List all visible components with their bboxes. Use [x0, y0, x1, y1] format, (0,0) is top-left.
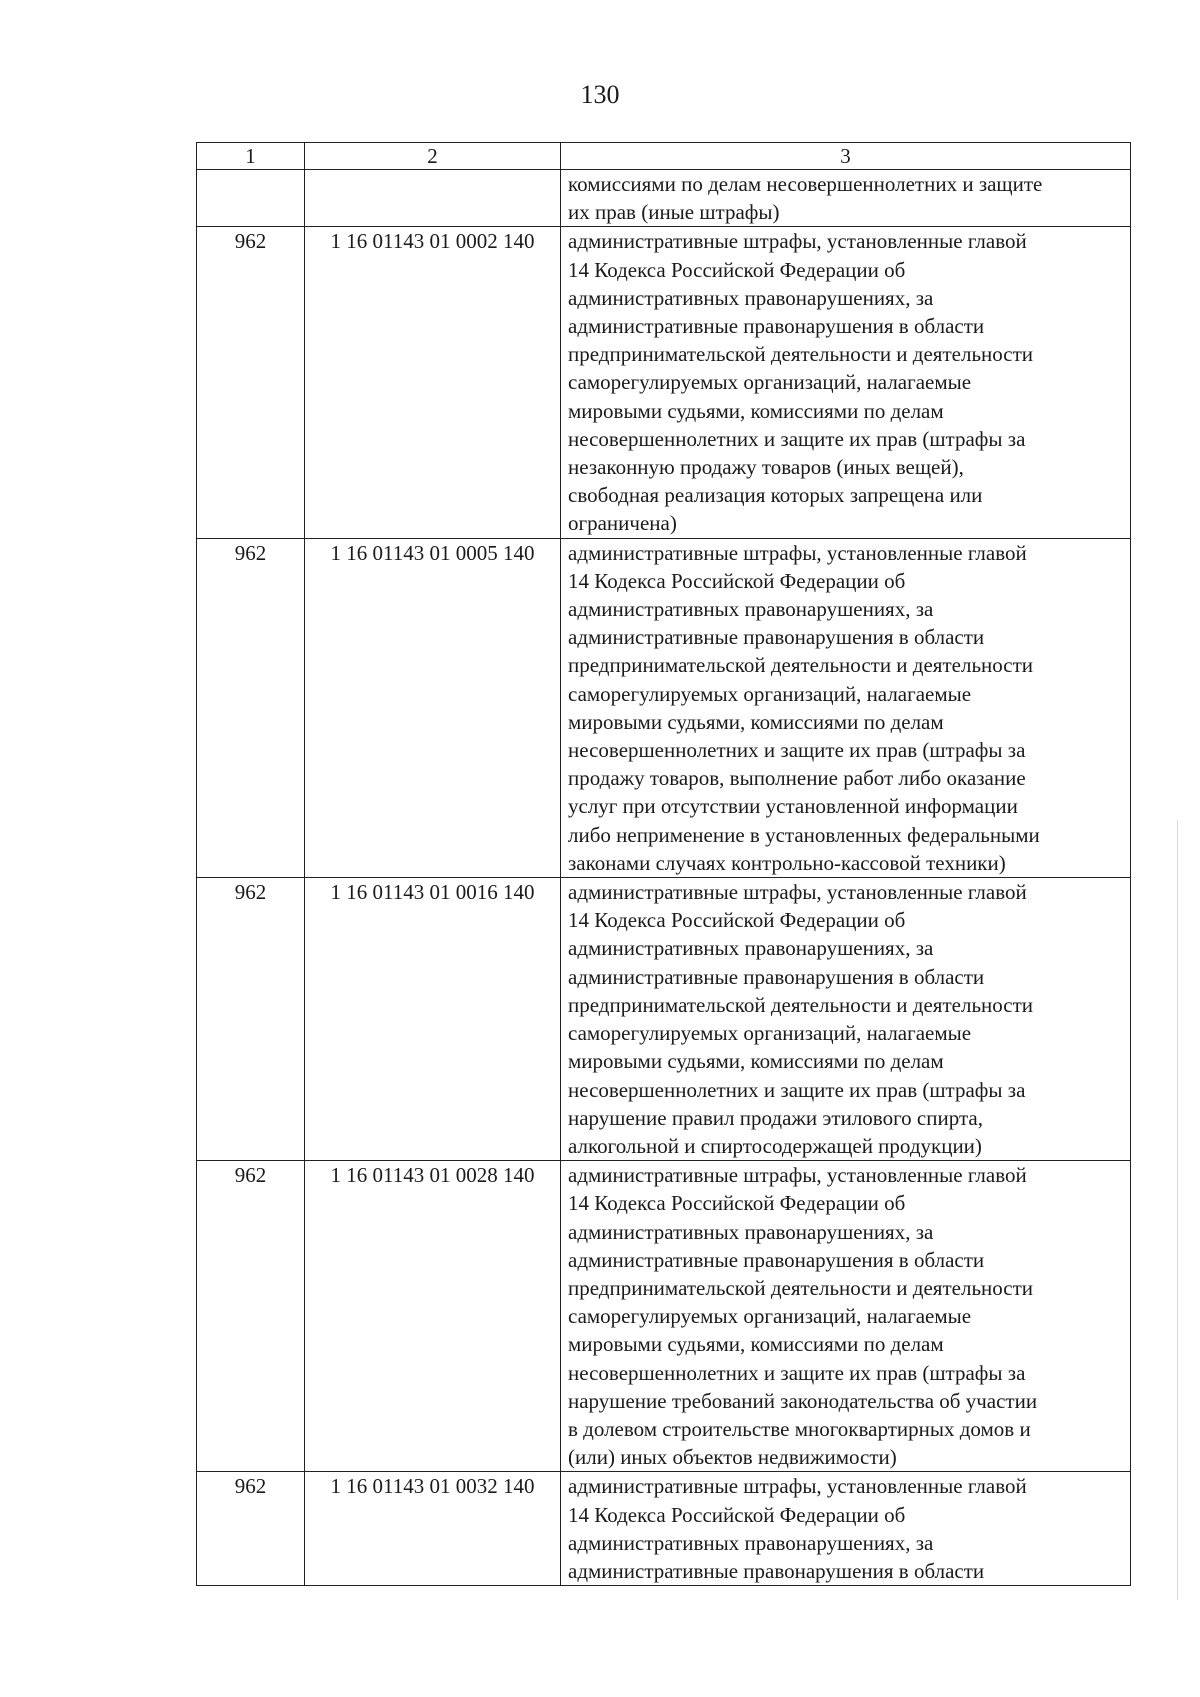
table-header-row: [197, 143, 1131, 170]
budget-code-cell: 1 16 01143 01 0002 140: [305, 227, 561, 538]
description-cell: административные штрафы, установленные главой 14 Кодекса Российской Федерации об административных правонарушениях, за административные правонарушения в области предпринимательской деятельности и деятельности саморегулируемых организаций, налагаемые мировыми судьями, комиссиями по делам несовершеннолетних и защите их прав (штрафы за нарушение требований законодательства об участии в долевом строительстве многоквартирных домов и (или) иных объектов недвижимости): [568, 1163, 1038, 1470]
table-row: [197, 538, 1131, 877]
table-row: [197, 227, 1131, 538]
admin-code-cell: 962: [197, 1472, 305, 1586]
budget-code-cell: 1 16 01143 01 0016 140: [305, 878, 561, 1161]
admin-code-cell: 962: [197, 1161, 305, 1472]
description-cell: административные штрафы, установленные главой 14 Кодекса Российской Федерации об административных правонарушениях, за административные правонарушения в области: [568, 1474, 1027, 1583]
admin-code-cell: 962: [197, 227, 305, 538]
budget-code-table: [196, 142, 1131, 1586]
table-row-continuation: [197, 170, 1131, 227]
admin-code-cell: [197, 170, 305, 227]
column-header-2: 2: [305, 143, 561, 170]
budget-code-cell: [305, 170, 561, 227]
description-cell: комиссиями по делам несовершеннолетних и защите их прав (иные штрафы): [568, 172, 1043, 225]
table-row: [197, 878, 1131, 1161]
page-number: 130: [580, 80, 620, 109]
description-cell: административные штрафы, установленные главой 14 Кодекса Российской Федерации об административных правонарушениях, за административные правонарушения в области предпринимательской деятельности и деятельности саморегулируемых организаций, налагаемые мировыми судьями, комиссиями по делам несовершеннолетних и защите их прав (штрафы за продажу товаров, выполнение работ либо оказание услуг при отсутствии установленной информации либо неприменение в установленных федеральными законами случаях контрольно-кассовой техники): [568, 540, 1040, 875]
description-cell: административные штрафы, установленные главой 14 Кодекса Российской Федерации об административных правонарушениях, за административные правонарушения в области предпринимательской деятельности и деятельности саморегулируемых организаций, налагаемые мировыми судьями, комиссиями по делам несовершеннолетних и защите их прав (штрафы за нарушение правил продажи этилового спирта, алкогольной и спиртосодержащей продукции): [568, 880, 1034, 1158]
column-header-1: 1: [197, 143, 305, 170]
admin-code-cell: 962: [197, 538, 305, 877]
description-cell: административные штрафы, установленные главой 14 Кодекса Российской Федерации об административных правонарушениях, за административные правонарушения в области предпринимательской деятельности и деятельности саморегулируемых организаций, налагаемые мировыми судьями, комиссиями по делам несовершеннолетних и защите их прав (штрафы за незаконную продажу товаров (иных вещей), свободная реализация которых запрещена или ограничена): [568, 229, 1034, 536]
admin-code-cell: 962: [197, 878, 305, 1161]
budget-code-cell: 1 16 01143 01 0028 140: [305, 1161, 561, 1472]
table-row: [197, 1472, 1131, 1586]
table-row: [197, 1161, 1131, 1472]
scan-edge-mark: [1177, 820, 1178, 1600]
budget-code-cell: 1 16 01143 01 0032 140: [305, 1472, 561, 1586]
column-header-3: 3: [561, 143, 1131, 170]
budget-code-cell: 1 16 01143 01 0005 140: [305, 538, 561, 877]
